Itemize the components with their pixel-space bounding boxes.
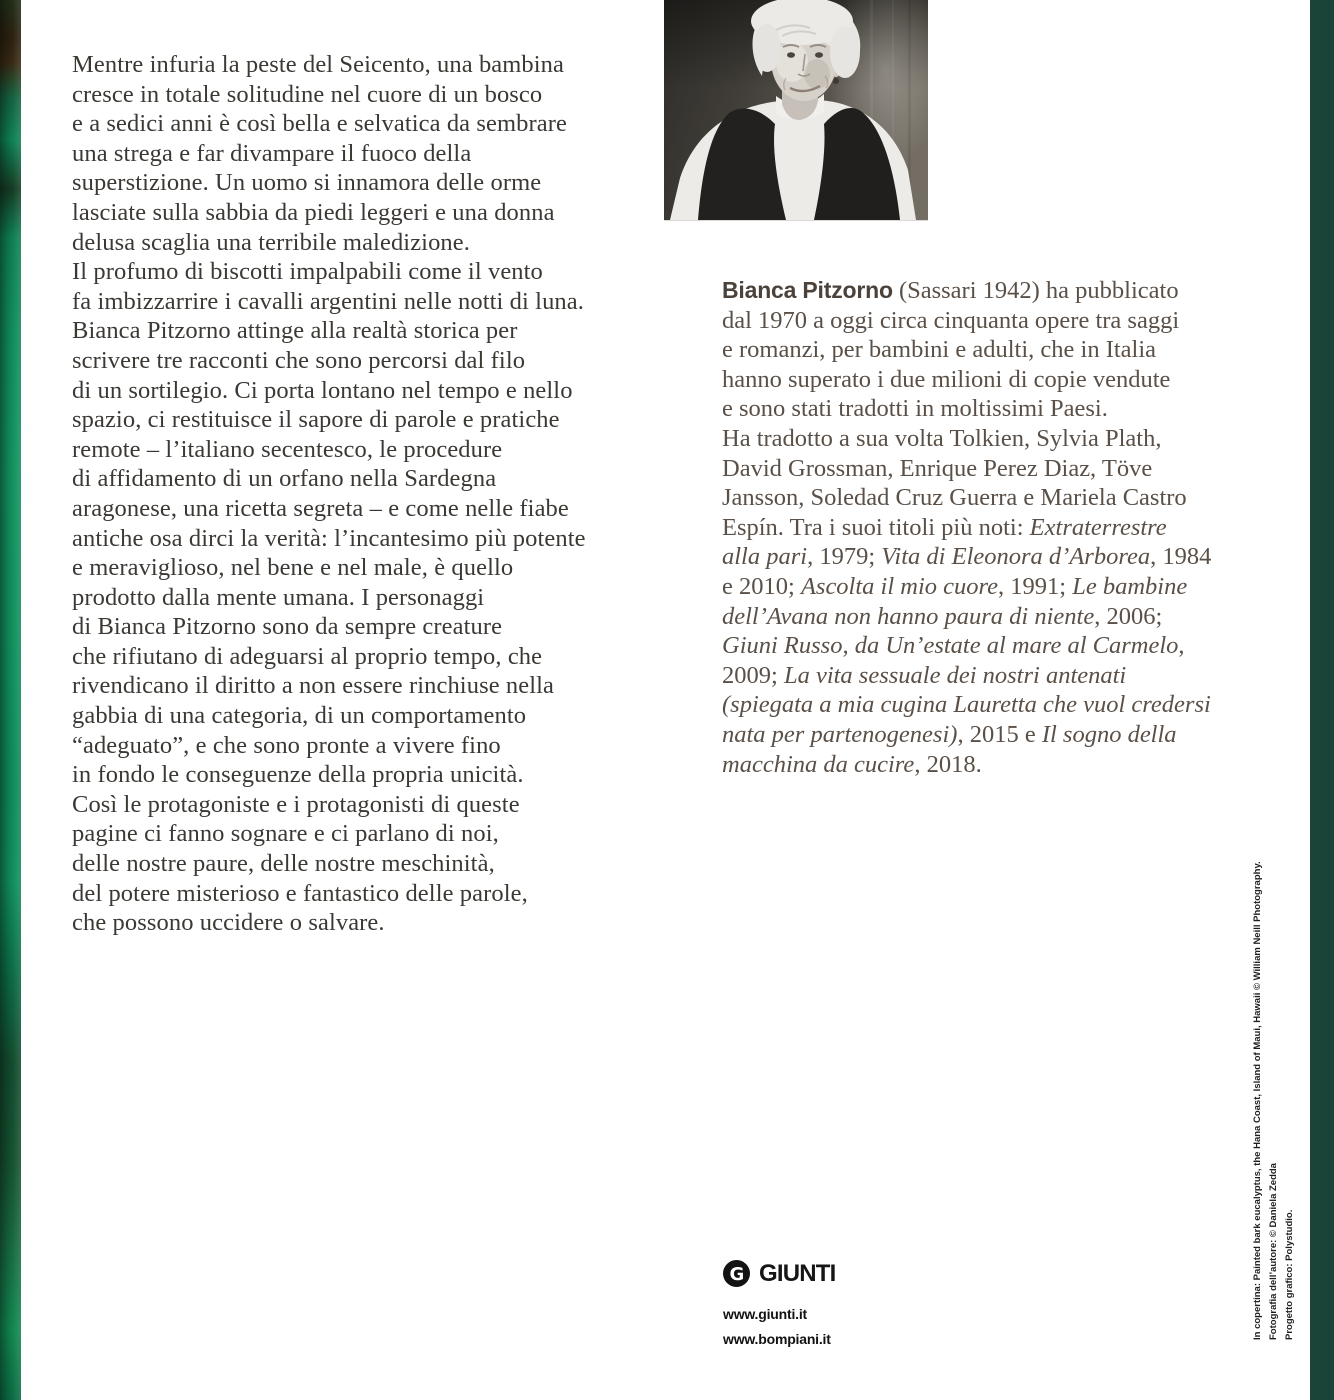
website-bompiani[interactable]: www.bompiani.it: [723, 1331, 831, 1347]
giunti-logo-icon: [723, 1260, 750, 1287]
right-green-strip: [1310, 0, 1334, 1400]
author-bio: Bianca Pitzorno (Sassari 1942) ha pubblicato dal 1970 a oggi circa cinquanta opere tra saggi e romanzi, per bambini e adulti, che in Italia hanno superato i due milioni di copie vendute e sono stati tradotti in moltissimi Paesi. Ha tradotto a sua volta Tolkien, Sylvia Plath, David Grossman, Enrique Perez Diaz, Töve Jansson, Soledad Cruz Guerra e Mariela Castro Espín. Tra i suoi titoli più noti: Extraterrestre alla pari, 1979; Vita di Eleonora d’Arborea, 1984 e 2010; Ascolta il mio cuore, 1991; Le bambine dell’Avana non hanno paura di niente, 2006; Giuni Russo, da Un’estate al mare al Carmelo, 2009; La vita sessuale dei nostri antenati (spiegata a mia cugina Lauretta che vuol credersi nata per partenogenesi), 2015 e Il sogno della macchina da cucire, 2018.: [722, 277, 1212, 778]
publisher-block: [723, 1260, 836, 1352]
synopsis-text: Mentre infuria la peste del Seicento, una bambina cresce in totale solitudine nel cuore di un bosco e a sedici anni è così bella e selvatica da sembrare una strega e far divampare il fuoco della superstizione. Un uomo si innamora delle orme lasciate sulla sabbia da piedi leggeri e una donna delusa scaglia una terribile maledizione. Il profumo di biscotti impalpabili come il vento fa imbizzarrire i cavalli argentini nelle notti di luna. Bianca Pitzorno attinge alla realtà storica per scrivere tre racconti che sono percorsi dal filo di un sortilegio. Ci porta lontano nel tempo e nello spazio, ci restituisce il sapore di parole e pratiche remote – l’italiano secentesco, le procedure di affidamento di un orfano nella Sardegna aragonese, una ricetta segreta – e come nelle fiabe antiche osa dirci la verità: l’incantesimo più potente e meraviglioso, nel bene e nel male, è quello prodotto dalla mente umana. I personaggi di Bianca Pitzorno sono da sempre creature che rifiutano di adeguarsi al proprio tempo, che rivendicano il diritto a non essere rinchiuse nella gabbia di una categoria, di un comportamento “adeguato”, e che sono pronte a vivere fino in fondo le conseguenze della propria unicità. Così le protagoniste e i protagonisti di queste pagine ci fanno sognare e ci parlano di noi, delle nostre paure, delle nostre meschinità, del potere misterioso e fantastico delle parole, che possono uccidere o salvare.: [72, 51, 586, 937]
publisher-websites: [723, 1302, 836, 1352]
publisher-logo-row: [723, 1260, 836, 1287]
photo-credits: In copertina: Painted bark eucalyptus, the Hana Coast, Island of Maui, Hawaii © William Neill Photography. Fotografia dell’autore: © Daniela Zedda Progetto grafico: Polystudio.: [1252, 861, 1295, 1340]
publisher-name: GIUNTI: [759, 1259, 836, 1287]
website-giunti[interactable]: www.giunti.it: [723, 1306, 807, 1322]
giunti-logo-letter: G: [729, 1263, 745, 1285]
painted-bark-green-strip: [0, 0, 21, 1400]
author-portrait-illustration: [664, 0, 928, 220]
author-photo: [664, 0, 928, 221]
